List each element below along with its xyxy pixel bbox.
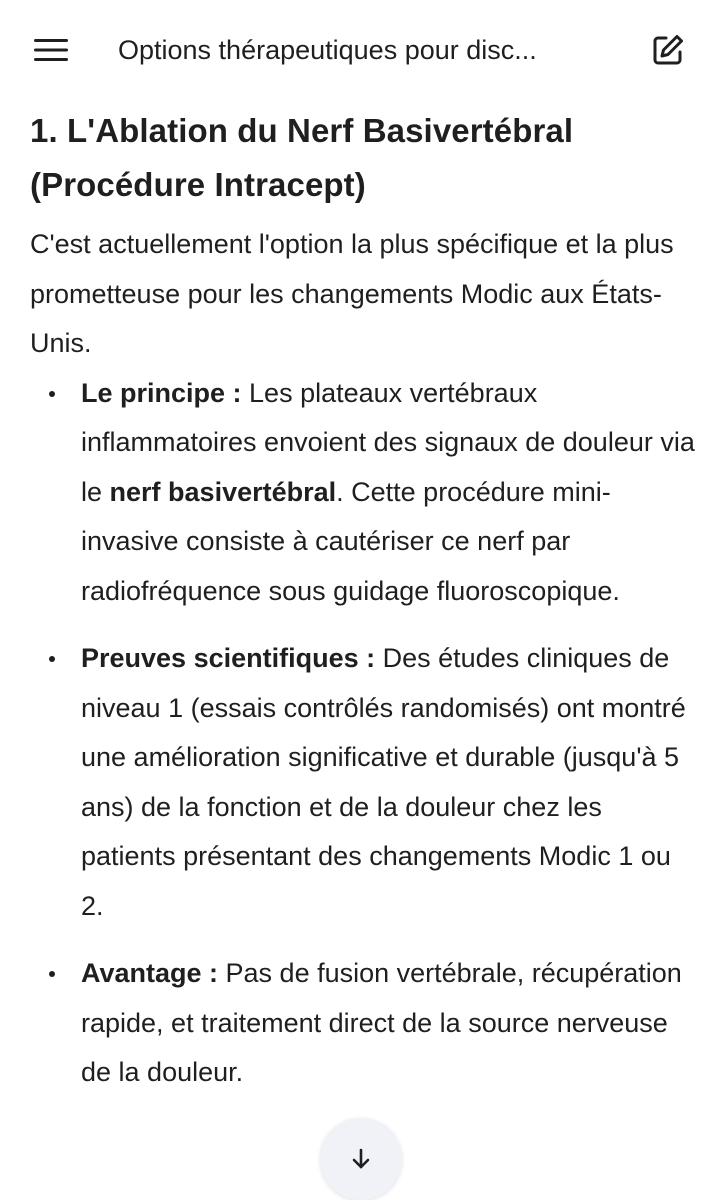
bullet-dot [49, 391, 55, 397]
bullet-evidence [30, 634, 695, 931]
new-chat-button[interactable] [646, 28, 690, 72]
hamburger-menu-icon [34, 38, 68, 62]
top-app-bar [0, 0, 721, 100]
bullet-principle [30, 369, 695, 617]
bullet-emphasis: nerf basivertébral [109, 476, 337, 507]
arrow-down-icon [350, 1148, 372, 1170]
bullet-text: Pas de fusion vertébrale, récupération rapide, et traitement direct de la source nerveuse de la douleur. [81, 958, 682, 1087]
section-heading: 1. L'Ablation du Nerf Basivertébral (Procédure Intracept) [30, 112, 574, 203]
scroll-to-bottom-button[interactable] [320, 1118, 402, 1200]
bullet-text: . Cette procédure mini-invasive consiste à cautériser ce nerf par radiofréquence sous guidage fluoroscopique. [81, 476, 620, 606]
bullet-text: Les plateaux vertébraux inflammatoires envoient des signaux de douleur via le [81, 377, 695, 507]
bullet-text: Des études cliniques de niveau 1 (essais contrôlés randomisés) ont montré une amélioration significative et durable (jusqu'à 5 ans) de la fonction et de la douleur chez les patients présentant des changements Modic 1 ou 2. [81, 643, 686, 921]
bullet-label: Preuves scientifiques : [81, 643, 376, 673]
bullet-advantage [30, 949, 695, 1098]
bullet-dot [49, 971, 55, 977]
edit-note-icon [651, 33, 685, 67]
response-content [30, 104, 695, 1098]
intro-paragraph: C'est actuellement l'option la plus spécifique et la plus prometteuse pour les changements Modic aux États-Unis. [30, 229, 674, 358]
bullet-list [30, 369, 695, 1098]
bullet-label: Le principe : [81, 377, 242, 408]
bullet-label: Avantage : [81, 958, 219, 988]
conversation-title: Options thérapeutiques pour disc... [118, 35, 537, 65]
menu-button[interactable] [28, 30, 74, 70]
bullet-dot [49, 656, 55, 662]
